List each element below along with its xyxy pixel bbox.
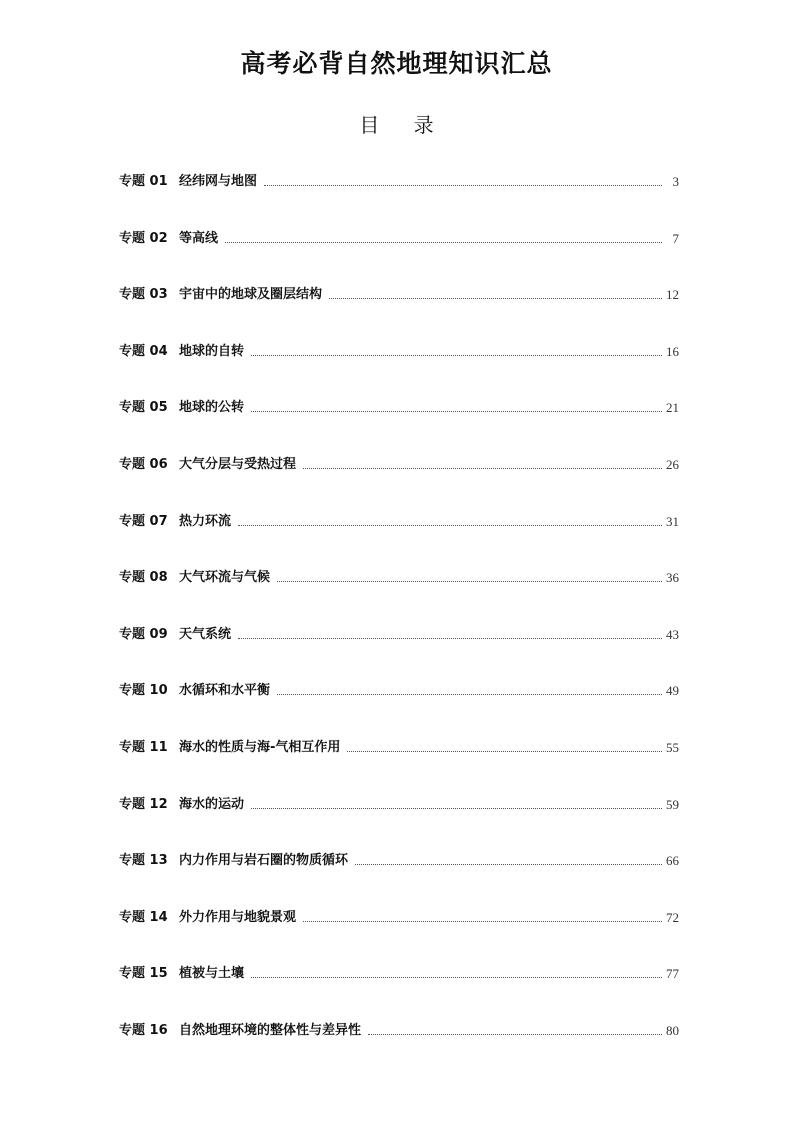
toc-entry-title: 等高线 [179,230,219,246]
toc-entry-title: 天气系统 [179,626,232,642]
toc-leader-dots [303,908,662,922]
document-title: 高考必背自然地理知识汇总 [240,49,553,78]
toc-entry-title: 自然地理环境的整体性与差异性 [179,1022,362,1038]
toc-entry-page: 31 [666,513,679,529]
toc-entry-number: 专题 06 [119,456,168,472]
toc-entry-page: 12 [666,287,679,303]
toc-leader-dots [347,738,662,752]
toc-entry-number: 专题 04 [119,343,168,359]
toc-entry[interactable] [119,455,679,512]
toc-entry[interactable] [119,964,679,1021]
toc-entry-number: 专题 01 [119,174,168,189]
toc-entry-number: 专题 07 [119,513,168,529]
toc-entry-number: 专题 12 [119,796,168,812]
toc-entry[interactable] [119,398,679,455]
toc-entry-title: 地球的自转 [179,343,245,359]
toc-leader-dots [264,172,662,186]
toc-entry-title: 大气环流与气候 [179,570,271,586]
toc-entry-page: 7 [672,230,679,246]
toc-leader-dots [251,795,662,809]
toc-entry-title: 宇宙中的地球及圈层结构 [179,287,323,303]
toc-leader-dots [277,681,662,695]
toc-entry-number: 专题 03 [119,287,168,303]
toc-entry-page: 21 [666,400,679,416]
toc-leader-dots [251,398,662,412]
toc-leader-dots [368,1021,662,1035]
toc-entry[interactable] [119,229,679,286]
toc-entry-title: 外力作用与地貌景观 [179,909,297,925]
toc-leader-dots [303,455,662,469]
toc-leader-dots [251,342,662,356]
toc-entry-number: 专题 15 [119,966,168,982]
toc-entry-title: 植被与土壤 [179,966,245,982]
toc-entry-title: 内力作用与岩石圈的物质循环 [179,853,349,869]
toc-leader-dots [355,851,662,865]
toc-entry[interactable] [119,1021,679,1078]
toc-entry-title: 水循环和水平衡 [179,683,271,699]
toc-heading: 目 录 [359,113,448,137]
toc-entry-page: 26 [666,456,679,472]
toc-entry-title: 海水的运动 [179,796,245,812]
toc-entry-page: 55 [666,739,679,755]
toc-entry-page: 49 [666,683,679,699]
toc-entry-page: 66 [666,853,679,869]
toc-leader-dots [251,964,662,978]
toc-entry-number: 专题 14 [119,909,168,925]
toc-entry-number: 专题 16 [119,1022,168,1038]
toc-entry-page: 16 [666,343,679,359]
toc-leader-dots [225,229,662,243]
table-of-contents [119,172,679,1078]
toc-entry[interactable] [119,851,679,908]
toc-entry[interactable] [119,342,679,399]
toc-leader-dots [238,625,662,639]
toc-entry[interactable] [119,681,679,738]
toc-entry-number: 专题 10 [119,683,168,699]
toc-leader-dots [238,512,662,526]
toc-entry-page: 36 [666,570,679,586]
toc-entry-title: 海水的性质与海-气相互作用 [179,739,341,755]
toc-entry-title: 热力环流 [179,513,232,529]
toc-entry-title: 地球的公转 [179,400,245,416]
toc-entry[interactable] [119,908,679,965]
toc-entry[interactable] [119,625,679,682]
toc-entry-number: 专题 05 [119,400,168,416]
toc-entry-number: 专题 02 [119,230,168,246]
toc-entry-title: 经纬网与地图 [179,174,258,189]
toc-entry-page: 59 [666,796,679,812]
toc-entry-page: 77 [666,966,679,982]
toc-entry-page: 43 [666,626,679,642]
toc-entry[interactable] [119,285,679,342]
toc-entry-number: 专题 13 [119,853,168,869]
toc-entry-number: 专题 09 [119,626,168,642]
toc-entry-page: 72 [666,909,679,925]
toc-entry-number: 专题 11 [119,739,168,755]
toc-entry[interactable] [119,172,679,229]
toc-leader-dots [329,285,662,299]
toc-leader-dots [277,568,662,582]
toc-entry[interactable] [119,512,679,569]
toc-entry[interactable] [119,738,679,795]
toc-entry-page: 3 [672,174,679,189]
toc-entry[interactable] [119,568,679,625]
toc-entry[interactable] [119,795,679,852]
toc-entry-page: 80 [666,1022,679,1038]
toc-entry-number: 专题 08 [119,570,168,586]
toc-entry-title: 大气分层与受热过程 [179,456,297,472]
